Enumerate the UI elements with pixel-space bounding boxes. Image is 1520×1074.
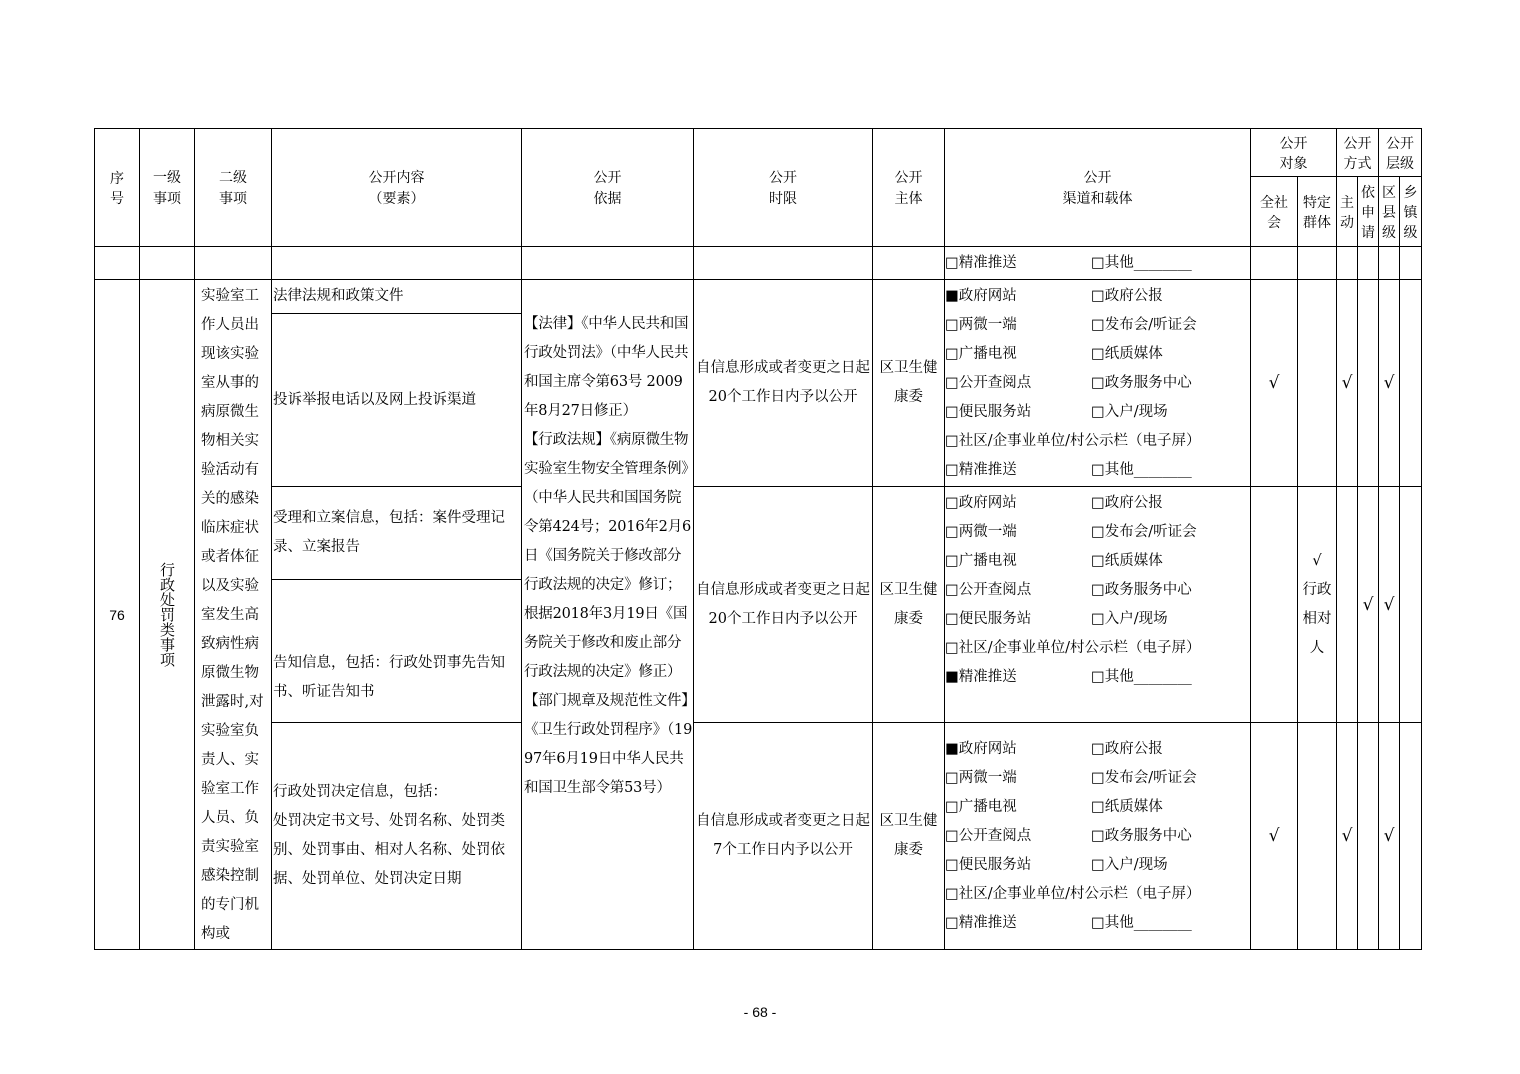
g2-method-active [1337, 487, 1358, 723]
g3-level-district: √ [1379, 723, 1400, 950]
g3-target-specific [1298, 723, 1337, 950]
channel-option: □社区/企事业单位/村公示栏（电子屏） [945, 886, 1201, 902]
channel-line [945, 340, 1250, 369]
channel-line [945, 822, 1250, 851]
channel-option: □纸质媒体 [1091, 553, 1163, 569]
g3-limit: 自信息形成或者变更之日起7个工作日内予以公开 [694, 723, 873, 950]
channel-option: □发布会/听证会 [1091, 524, 1197, 540]
header-level-town: 乡镇级 [1400, 177, 1422, 247]
channel-option: □广播电视 [945, 799, 1017, 815]
channel-line [945, 909, 1250, 938]
channel-option: □精准推送 [945, 915, 1017, 931]
g2-target-all [1251, 487, 1298, 723]
channel-option: □其他________ [1091, 462, 1192, 478]
channel-line [945, 456, 1250, 485]
channel-option: □政府公报 [1091, 288, 1163, 304]
g1-level-town [1400, 280, 1422, 487]
channel-line [945, 427, 1250, 456]
header-limit: 公开 时限 [694, 129, 873, 247]
g2-level-town [1400, 487, 1422, 723]
channel-line [945, 663, 1250, 692]
g1-limit: 自信息形成或者变更之日起20个工作日内予以公开 [694, 280, 873, 487]
item-level2: 实验室工作人员出现该实验室从事的病原微生物相关实验活动有关的感染临床症状或者体征以及实验室发生高致病性病原微生物泄露时,对实验室负责人、实验室工作人员、负责实验室感染控制的专门机构或 [195, 280, 272, 950]
channel-line [945, 547, 1250, 576]
channel-option: ■政府网站 [945, 741, 1017, 757]
header-method: 公开方式 [1337, 129, 1379, 177]
channel-option: □发布会/听证会 [1091, 770, 1197, 786]
g1-content-1: 法律法规和政策文件 [272, 280, 522, 314]
channel-option: □政府公报 [1091, 741, 1163, 757]
channel-option: □便民服务站 [945, 404, 1032, 420]
channel-option: ■精准推送 [945, 669, 1017, 685]
g2-content-1: 受理和立案信息，包括：案件受理记录、立案报告 [272, 487, 522, 580]
header-method-apply: 依申请 [1358, 177, 1379, 247]
g2-content-2: 告知信息，包括：行政处罚事先告知书、听证告知书 [272, 580, 522, 723]
channel-line [945, 489, 1250, 518]
g2-target-specific: √ 行政相对人 [1298, 487, 1337, 723]
g2-channels [945, 487, 1251, 723]
g3-target-all: √ [1251, 723, 1298, 950]
channel-line [945, 369, 1250, 398]
channel-option: □广播电视 [945, 553, 1017, 569]
g3-method-active: √ [1337, 723, 1358, 950]
channel-option: □政府公报 [1091, 495, 1163, 511]
channel-option: □社区/企事业单位/村公示栏（电子屏） [945, 433, 1201, 449]
g1-channels [945, 280, 1251, 487]
channel-line [945, 735, 1250, 764]
header-target: 公开对象 [1251, 129, 1337, 177]
header-level2: 二级事项 [195, 129, 272, 247]
header-target-specific: 特定群体 [1298, 177, 1337, 247]
channel-line [945, 634, 1250, 663]
channel-line [945, 311, 1250, 340]
g1-content-2: 投诉举报电话以及网上投诉渠道 [272, 314, 522, 487]
carry-channel-a: □精准推送 [945, 254, 1017, 271]
channel-line [945, 398, 1250, 427]
g1-method-apply [1358, 280, 1379, 487]
channel-option: □公开查阅点 [945, 582, 1032, 598]
channel-option: □其他________ [1091, 915, 1192, 931]
g3-level-town [1400, 723, 1422, 950]
channel-option: □纸质媒体 [1091, 799, 1163, 815]
g2-subject: 区卫生健康委 [873, 487, 945, 723]
channel-option: □其他________ [1091, 669, 1192, 685]
channel-option: □政务服务中心 [1091, 828, 1192, 844]
header-method-active: 主动 [1337, 177, 1358, 247]
carry-row [95, 247, 1422, 280]
channel-option: □社区/企事业单位/村公示栏（电子屏） [945, 640, 1201, 656]
header-content: 公开内容 （要素） [272, 129, 522, 247]
channel-option: □两微一端 [945, 770, 1017, 786]
channel-option [1200, 634, 1250, 663]
channel-option: □两微一端 [945, 317, 1017, 333]
header-seq: 序号 [95, 129, 140, 247]
channel-option: □政务服务中心 [1091, 375, 1192, 391]
g2-method-apply: √ [1358, 487, 1379, 723]
g3-content-1: 行政处罚决定信息，包括： 处罚决定书文号、处罚名称、处罚类别、处罚事由、相对人名称、处罚依据、处罚单位、处罚决定日期 [272, 723, 522, 950]
channel-option: □纸质媒体 [1091, 346, 1163, 362]
g1-target-specific [1298, 280, 1337, 487]
channel-option: □政府网站 [945, 495, 1017, 511]
header-level-district: 区县级 [1379, 177, 1400, 247]
channel-line [945, 764, 1250, 793]
header-target-all: 全社会 [1251, 177, 1298, 247]
header-level1: 一级事项 [140, 129, 195, 247]
item-level1: 行政处罚类事项 [140, 280, 195, 950]
channel-option: □两微一端 [945, 524, 1017, 540]
g1-level-district: √ [1379, 280, 1400, 487]
channel-line [945, 605, 1250, 634]
channel-line [945, 793, 1250, 822]
channel-line [945, 518, 1250, 547]
g1-method-active: √ [1337, 280, 1358, 487]
disclosure-table [94, 128, 1422, 950]
g3-subject: 区卫生健康委 [873, 723, 945, 950]
header-channel: 公开 渠道和载体 [945, 129, 1251, 247]
header-level: 公开层级 [1379, 129, 1422, 177]
channel-option: □便民服务站 [945, 857, 1032, 873]
g2-limit: 自信息形成或者变更之日起20个工作日内予以公开 [694, 487, 873, 723]
channel-line [945, 576, 1250, 605]
g2-level-district: √ [1379, 487, 1400, 723]
channel-option: ■政府网站 [945, 288, 1017, 304]
g3-channels [945, 723, 1251, 950]
channel-option: □入户/现场 [1091, 404, 1168, 420]
g3-method-apply [1358, 723, 1379, 950]
channel-option: □广播电视 [945, 346, 1017, 362]
g1-target-all: √ [1251, 280, 1298, 487]
carry-channel-cell [945, 247, 1251, 280]
channel-option: □公开查阅点 [945, 375, 1032, 391]
channel-option: □政务服务中心 [1091, 582, 1192, 598]
channel-option [1200, 427, 1250, 456]
channel-line [945, 851, 1250, 880]
channel-option [1200, 880, 1250, 909]
item-basis: 【法律】《中华人民共和国行政处罚法》（中华人民共和国主席令第63号 2009年8月27日修正） 【行政法规】《病原微生物实验室生物安全管理条例》（中华人民共和国国务院令第424号；2016年2月6日《国务院关于修改部分行政法规的决定》修订；根据2018年3月19日《国务院关于修改和废止部分行政法规的决定》修正） 【部门规章及规范性文件】《卫生行政处罚程序》（1997年6月19日中华人民共和国卫生部令第53号） [522, 280, 694, 950]
channel-option: □入户/现场 [1091, 857, 1168, 873]
channel-line [945, 282, 1250, 311]
channel-option: □发布会/听证会 [1091, 317, 1197, 333]
channel-option: □公开查阅点 [945, 828, 1032, 844]
channel-line [945, 880, 1250, 909]
channel-option: □入户/现场 [1091, 611, 1168, 627]
channel-option: □便民服务站 [945, 611, 1032, 627]
carry-channel-b: □其他________ [1091, 254, 1192, 271]
header-basis: 公开 依据 [522, 129, 694, 247]
page-number: - 68 - [743, 1004, 777, 1020]
header-subject: 公开 主体 [873, 129, 945, 247]
g1-subject: 区卫生健康委 [873, 280, 945, 487]
item-seq: 76 [95, 280, 140, 950]
channel-option: □精准推送 [945, 462, 1017, 478]
